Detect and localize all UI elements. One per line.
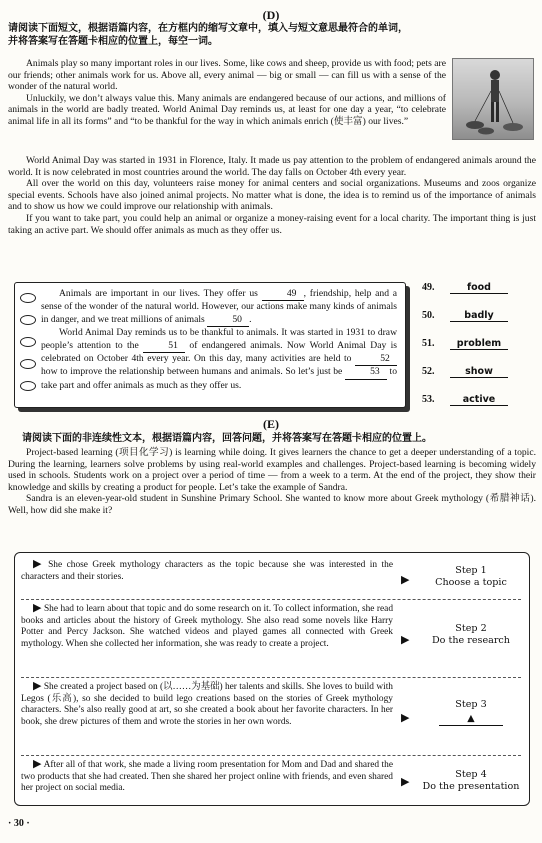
step-number: Step 3 <box>455 699 487 710</box>
answer-row-49 <box>422 282 534 310</box>
step-text: She had to learn about that topic and do some research on it. To collect information, she read books and articles about the history of Greek mythology. She also read some novels like Harry Potter and Percy Jackson. She watched videos and played games all connected with Greek mythology. When she collected her information, she was ready to create a project. <box>21 604 394 649</box>
instruction-line-1: 请阅读下面短文，根据语篇内容，在方框内的缩写文章中，填入与短文意思最符合的单词， <box>8 23 408 34</box>
steps-box <box>14 552 530 806</box>
passage-paragraph-2: Unluckily, we don’t always value this. Many animals are endangered because of our actions, and millions of animals in the world are badly treated. World Animal Day reminds us, at least for one day a year, “to celebrate animal life in all its forms” and “to be thankful for the way in which animals enrich (使丰富) our lives.” <box>8 92 446 127</box>
summary-box <box>14 282 406 408</box>
step-label-box <box>421 623 521 647</box>
step-divider <box>21 677 521 678</box>
step-number: Step 4 <box>455 769 487 780</box>
play-arrow-icon: ▶ <box>401 776 410 788</box>
person-with-dogs-illustration <box>453 59 533 139</box>
summary-paragraph-1 <box>41 288 397 327</box>
answer-value: food <box>450 282 508 294</box>
answer-list <box>422 282 534 422</box>
answer-row-52 <box>422 366 534 394</box>
spiral-binding-coil <box>20 315 36 325</box>
summary-text-span: how to improve the relationship between humans and animals. So let’s just be <box>41 366 343 378</box>
passage-paragraph-5: If you want to take part, you could help an animal or organize a money-raising event for a local charity. The important thing is just taking an active part. We should offer animals as much as they offer us. <box>8 212 536 236</box>
step-label-box <box>421 565 521 589</box>
step-number: Step 2 <box>455 623 487 634</box>
step-text: She chose Greek mythology characters as the topic because she was interested in the characters and their stories. <box>21 560 393 582</box>
section-e-instruction: 请阅读下面的非连续性文本，根据语篇内容，回答问题，并将答案写在答题卡相应的位置上。 <box>22 433 432 444</box>
passage-d-top <box>8 58 446 128</box>
step-description <box>21 681 393 728</box>
play-arrow-icon: ▶ <box>33 758 42 770</box>
summary-text-span: Animals are important in our lives. They offer us <box>59 288 258 299</box>
play-arrow-icon: ▶ <box>401 574 410 586</box>
step-divider <box>21 755 521 756</box>
step-divider <box>21 599 521 600</box>
step-text: After all of that work, she made a living room presentation for Mom and Dad and shared the two products that she had created. Then she shared her project online with friends, and even shared her project on social media. <box>21 760 393 794</box>
play-arrow-icon: ▶ <box>33 680 42 692</box>
blank-49: 49 <box>262 288 304 301</box>
section-d-instruction <box>8 22 536 48</box>
step-number: Step 1 <box>455 565 487 576</box>
answer-number: 52. <box>422 366 435 377</box>
summary-text <box>41 288 397 392</box>
answer-row-51 <box>422 338 534 366</box>
answer-value: problem <box>450 338 508 350</box>
intro-paragraph-2: Sandra is an eleven-year-old student in Sunshine Primary School. She wanted to know more about Greek mythology (希腊神话). Well, how did she make it? <box>8 493 536 516</box>
step-title: Do the presentation <box>422 781 520 792</box>
summary-paragraph-2 <box>41 327 397 392</box>
step-title: Choose a topic <box>435 577 507 588</box>
passage-paragraph-4: All over the world on this day, volunteers raise money for animal centers and social organizations. Museums and zoos organize special events. Schools have also joined animal projects. No matter what is done, the idea is to remind us of the importance of animals and to show us how we could improve our relationship with animals. <box>8 178 536 213</box>
section-e-label: (E) <box>263 417 279 431</box>
answer-value: badly <box>450 310 508 322</box>
blank-53: 53 <box>345 366 387 379</box>
answer-number: 50. <box>422 310 435 321</box>
summary-text-span: , friendship, help and a sense of the wonder of the natural world. However, our actions make many kinds of animals in danger, and we treat millions of animals <box>41 288 398 325</box>
spiral-binding-coil <box>20 293 36 303</box>
answer-number: 49. <box>422 282 435 293</box>
play-arrow-icon: ▶ <box>401 634 410 646</box>
answer-value: active <box>450 394 508 406</box>
summary-text-span: of endangered animals. Now World Animal Day is celebrated on October 4th every year. On this day, many activities are held to <box>41 339 398 365</box>
intro-paragraph-1: Project-based learning (项目化学习) is learning while doing. It gives learners the chance to get a deeper understanding of a topic. During the learning, learners solve problems by using real-world examples and challenges. Project-based learning is becoming widely used in schools. Students work on a project over a period of time — from a week to a term. At the end of the project, they show their knowledge and skills by creating a product for people. Let’s take the example of Sandra. <box>8 447 536 493</box>
answer-row-50 <box>422 310 534 338</box>
instruction-line-2: 并将答案写在答题卡相应的位置上，每空一词。 <box>8 36 218 47</box>
step-answer-blank: ▲ <box>439 713 503 726</box>
summary-text-span: . <box>249 313 252 325</box>
passage-d-bottom <box>8 155 536 236</box>
blank-50: 50 <box>207 314 249 327</box>
answer-number: 53. <box>422 394 435 405</box>
play-arrow-icon: ▶ <box>33 558 44 570</box>
page-number: · 30 · <box>8 818 30 829</box>
blank-52: 52 <box>355 353 397 366</box>
walking-dogs-photo <box>452 58 534 140</box>
spiral-binding-coil <box>20 381 36 391</box>
spiral-binding-coil <box>20 337 36 347</box>
section-d-label: (D) <box>262 8 280 22</box>
answer-value: show <box>450 366 508 378</box>
passage-paragraph-3: World Animal Day was started in 1931 in Florence, Italy. It made us pay attention to the problem of endangered animals around the world. It is now celebrated in most countries around the world. The day falls on October 4th every year. <box>8 155 536 178</box>
step-description <box>21 759 393 795</box>
step-row-3 <box>21 681 521 753</box>
step-description <box>21 559 393 583</box>
summary-text-span: to take part and offer animals as much as they offer us. <box>41 366 398 391</box>
step-row-1 <box>21 559 521 599</box>
spiral-binding-coil <box>20 359 36 369</box>
step-row-2 <box>21 603 521 675</box>
play-arrow-icon: ▶ <box>401 712 410 724</box>
step-description <box>21 603 393 650</box>
play-arrow-icon: ▶ <box>33 602 42 614</box>
step-text: She created a project based on (以……为基础) her talents and skills. She loves to build with Legos (乐高), so she decided to build lego creations based on the stories of Greek mythology characters. She’s also really good at art, so she created a book about her favorite characters. In her book, she drew pictures of them and wrote the stories in her own words. <box>21 682 393 727</box>
step-label-box <box>421 769 521 793</box>
step-title: Do the research <box>431 635 510 646</box>
passage-e-intro <box>8 447 536 517</box>
summary-text-span: World Animal Day reminds us to be thankful to animals. It was started in 1931 to draw people’s attention to the <box>41 327 397 351</box>
step-row-4 <box>21 759 521 803</box>
step-label-box <box>421 699 521 726</box>
passage-paragraph-1: Animals play so many important roles in our lives. Some, like cows and sheep, provide us with food; pets are our friends; other animals work for us. Above all, every animal — big or small — can fill us with a sense of the wonder of the natural world. <box>8 58 446 93</box>
answer-number: 51. <box>422 338 435 349</box>
blank-51: 51 <box>143 340 185 353</box>
